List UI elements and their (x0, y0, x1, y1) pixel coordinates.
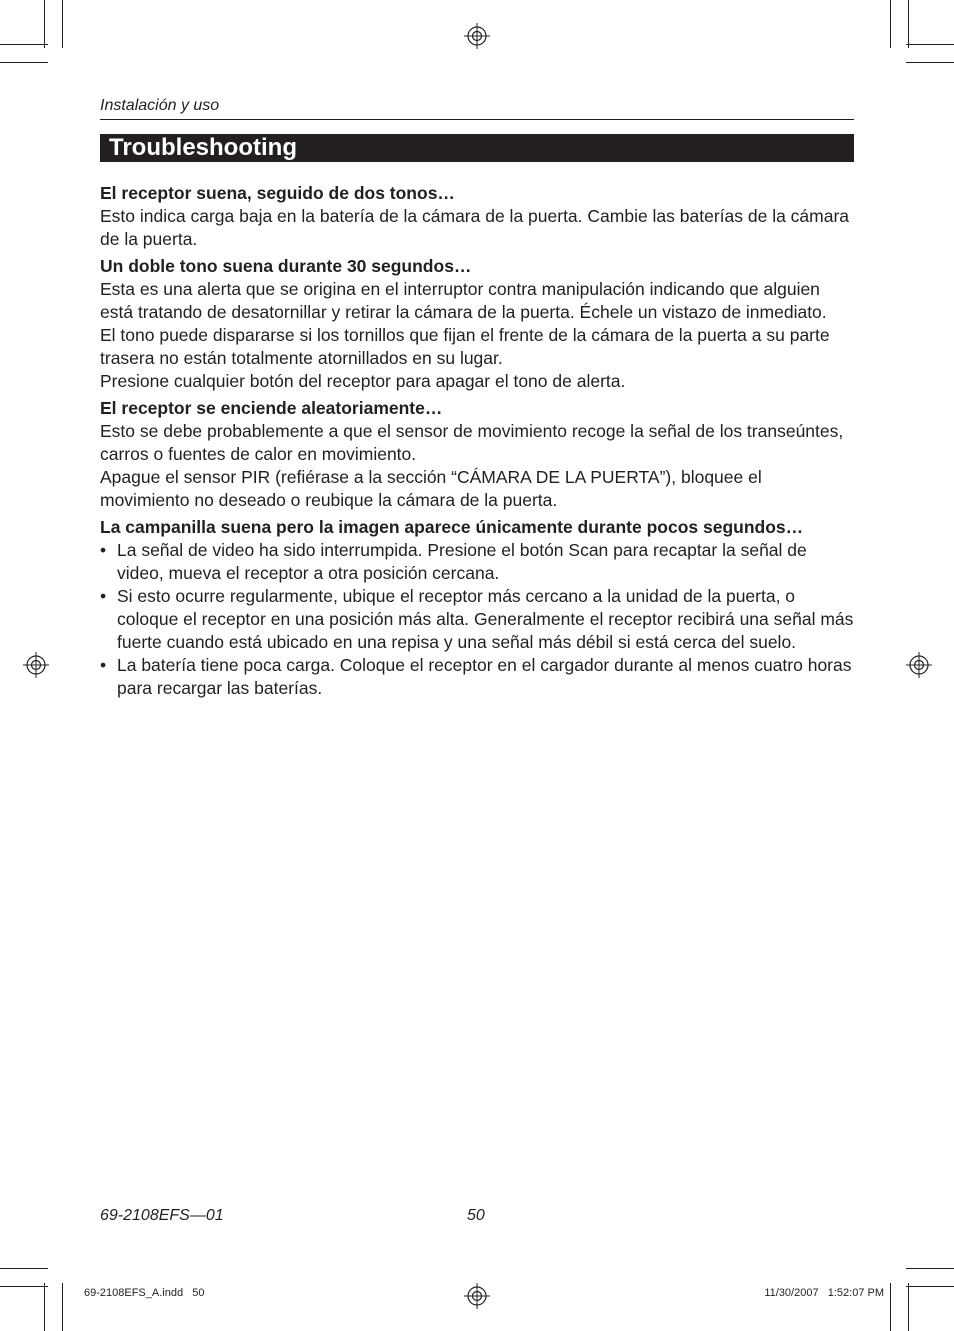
crop-mark (44, 1283, 45, 1331)
running-header: Instalación y uso (100, 97, 220, 114)
slug-timestamp: 11/30/2007 1:52:07 PM (764, 1287, 884, 1299)
header-rule (100, 119, 854, 120)
crop-mark (0, 1268, 48, 1269)
paragraph: Presione cualquier botón del receptor para apagar el tono de alerta. (100, 371, 626, 391)
bullet-list (100, 539, 854, 700)
crop-mark (890, 1283, 891, 1331)
crop-mark (0, 44, 48, 45)
paragraph: Esta es una alerta que se origina en el interruptor contra manipulación indicando que alguien está tratando de desatornillar y retirar la cámara de la puerta. Échele un vistazo de inmediato. (100, 279, 827, 322)
bullet-icon: • (100, 540, 107, 560)
registration-crosshair-icon (906, 652, 932, 678)
section-heading: La campanilla suena pero la imagen aparece únicamente durante pocos segundos… (100, 517, 804, 537)
crop-mark (908, 0, 909, 48)
paragraph: Apague el sensor PIR (refiérase a la sección “CÁMARA DE LA PUERTA”), bloquee el movimiento no deseado o reubique la cámara de la puerta. (100, 467, 762, 510)
crop-mark (62, 0, 63, 48)
list-item (100, 585, 854, 654)
crop-mark (906, 44, 954, 45)
document-number: 69-2108EFS—01 (100, 1207, 224, 1224)
paragraph: Esto indica carga baja en la batería de la cámara de la puerta. Cambie las baterías de la cámara de la puerta. (100, 206, 850, 249)
registration-crosshair-icon (23, 652, 49, 678)
troubleshooting-content (100, 182, 854, 704)
list-item-text: Si esto ocurre regularmente, ubique el receptor más cercano a la unidad de la puerta, o coloque el receptor en una posición más alta. Generalmente el receptor recibirá una señal más fuerte cuando está ubicado en una repisa y una señal más débil si está cerca del suelo. (117, 586, 854, 652)
crop-mark (906, 1268, 954, 1269)
list-item-text: La señal de video ha sido interrumpida. Presione el botón Scan para recaptar la señal de video, mueva el receptor a otra posición cercana. (117, 540, 807, 583)
crop-mark (890, 0, 891, 48)
list-item-text: La batería tiene poca carga. Coloque el receptor en el cargador durante al menos cuatro horas para recargar las baterías. (117, 655, 852, 698)
slug-filename: 69-2108EFS_A.indd 50 (84, 1287, 205, 1299)
paragraph: Esto se debe probablemente a que el sensor de movimiento recoge la señal de los transeúntes, carros o fuentes de calor en movimiento. (100, 421, 844, 464)
registration-crosshair-icon (464, 23, 490, 49)
troubleshoot-section (100, 397, 854, 512)
crop-mark (0, 1286, 48, 1287)
page-title: Troubleshooting (109, 134, 297, 161)
section-heading: Un doble tono suena durante 30 segundos… (100, 256, 472, 276)
page-number: 50 (467, 1207, 485, 1224)
crop-mark (906, 62, 954, 63)
bullet-icon: • (100, 655, 107, 675)
section-heading: El receptor se enciende aleatoriamente… (100, 398, 443, 418)
crop-mark (0, 62, 48, 63)
crop-mark (906, 1286, 954, 1287)
troubleshoot-section (100, 516, 854, 700)
crop-mark (908, 1283, 909, 1331)
crop-mark (62, 1283, 63, 1331)
paragraph: El tono puede dispararse si los tornillos que fijan el frente de la cámara de la puerta a su parte trasera no están totalmente atornillados en su lugar. (100, 325, 830, 368)
section-heading: El receptor suena, seguido de dos tonos… (100, 183, 455, 203)
list-item (100, 654, 854, 700)
troubleshoot-section (100, 182, 854, 251)
crop-mark (44, 0, 45, 48)
bullet-icon: • (100, 586, 107, 606)
troubleshoot-section (100, 255, 854, 393)
section-title-bar (100, 134, 854, 162)
list-item (100, 539, 854, 585)
registration-crosshair-icon (464, 1283, 490, 1309)
